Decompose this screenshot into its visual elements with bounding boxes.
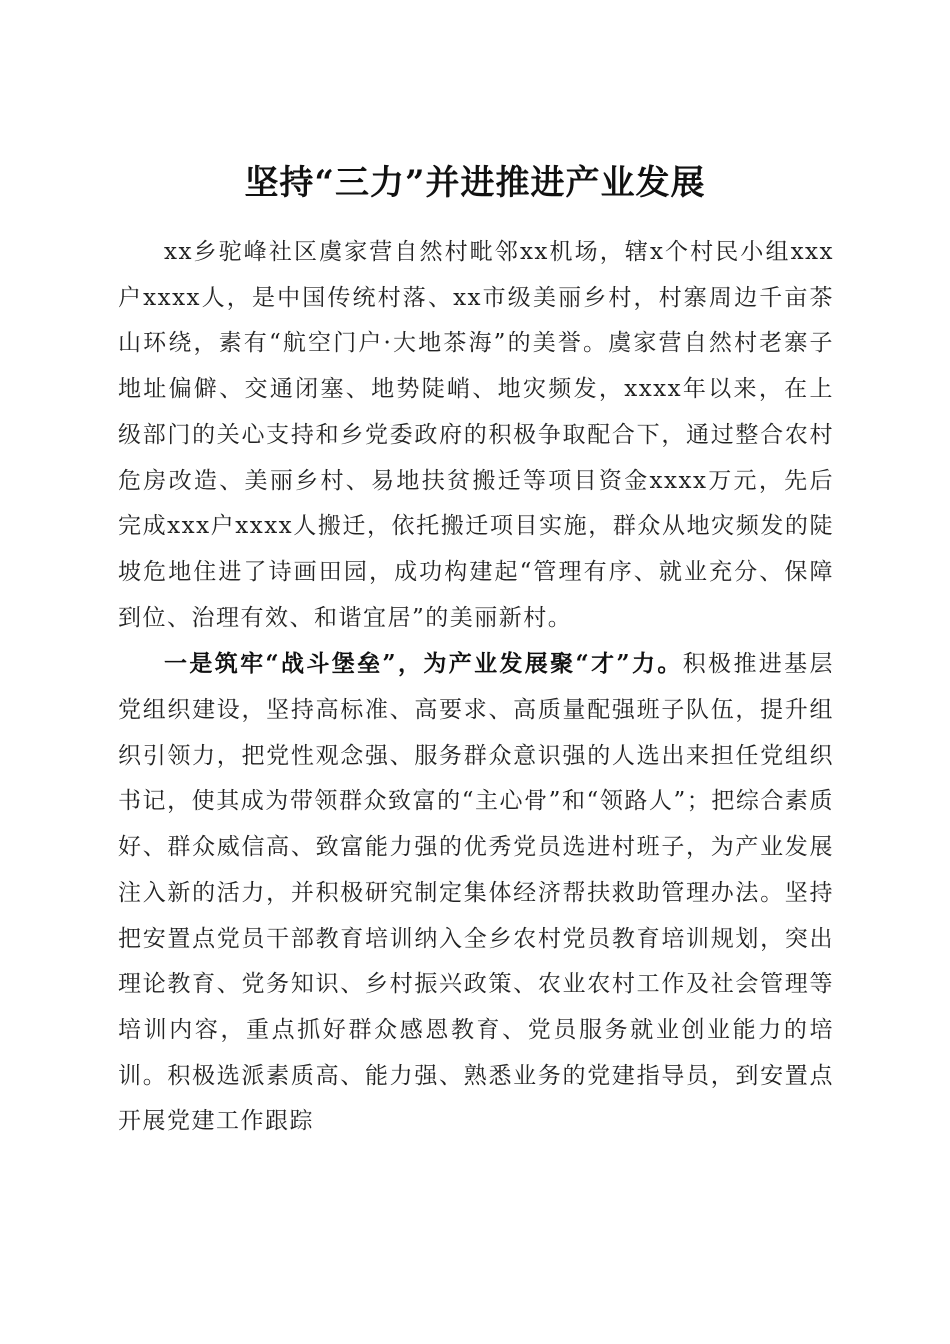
paragraph-section-one-text: 积极推进基层党组织建设，坚持高标准、高要求、高质量配强班子队伍，提升组织引领力，把党性观念强、服务群众意识强的人选出来担任党组织书记，使其成为带领群众致富的“主心骨”和“领路人”；把综合素质好、群众威信高、致富能力强的优秀党员选进村班子，为产业发展注入新的活力，并积极研究制定集体经济帮扶救助管理办法。坚持把安置点党员干部教育培训纳入全乡农村党员教育培训规划，突出理论教育、党务知识、乡村振兴政策、农业农村工作及社会管理等培训内容，重点抓好群众感恩教育、党员服务就业创业能力的培训。积极选派素质高、能力强、熟悉业务的党建指导员，到安置点开展党建工作跟踪	[118, 651, 835, 1135]
paragraph-intro-text: xx乡驼峰社区虞家营自然村毗邻xx机场，辖x个村民小组xxx户xxxx人，是中国传统村落、xx市级美丽乡村，村寨周边千亩茶山环绕，素有“航空门户·大地茶海”的美誉。虞家营自然村老寨子地址偏僻、交通闭塞、地势陡峭、地灾频发，xxxx年以来，在上级部门的关心支持和乡党委政府的积极争取配合下，通过整合农村危房改造、美丽乡村、易地扶贫搬迁等项目资金xxxx万元，先后完成xxx户xxxx人搬迁，依托搬迁项目实施，群众从地灾频发的陡坡危地住进了诗画田园，成功构建起“管理有序、就业充分、保障到位、治理有效、和谐宜居”的美丽新村。	[118, 239, 834, 631]
paragraph-section-one-heading: 一是筑牢“战斗堡垒”，为产业发展聚“才”力。	[164, 650, 683, 678]
document-title: 坚持“三力”并进推进产业发展	[244, 162, 706, 203]
paragraph-intro	[118, 230, 834, 641]
document-body	[118, 230, 834, 1145]
paragraph-section-one	[118, 641, 834, 1145]
